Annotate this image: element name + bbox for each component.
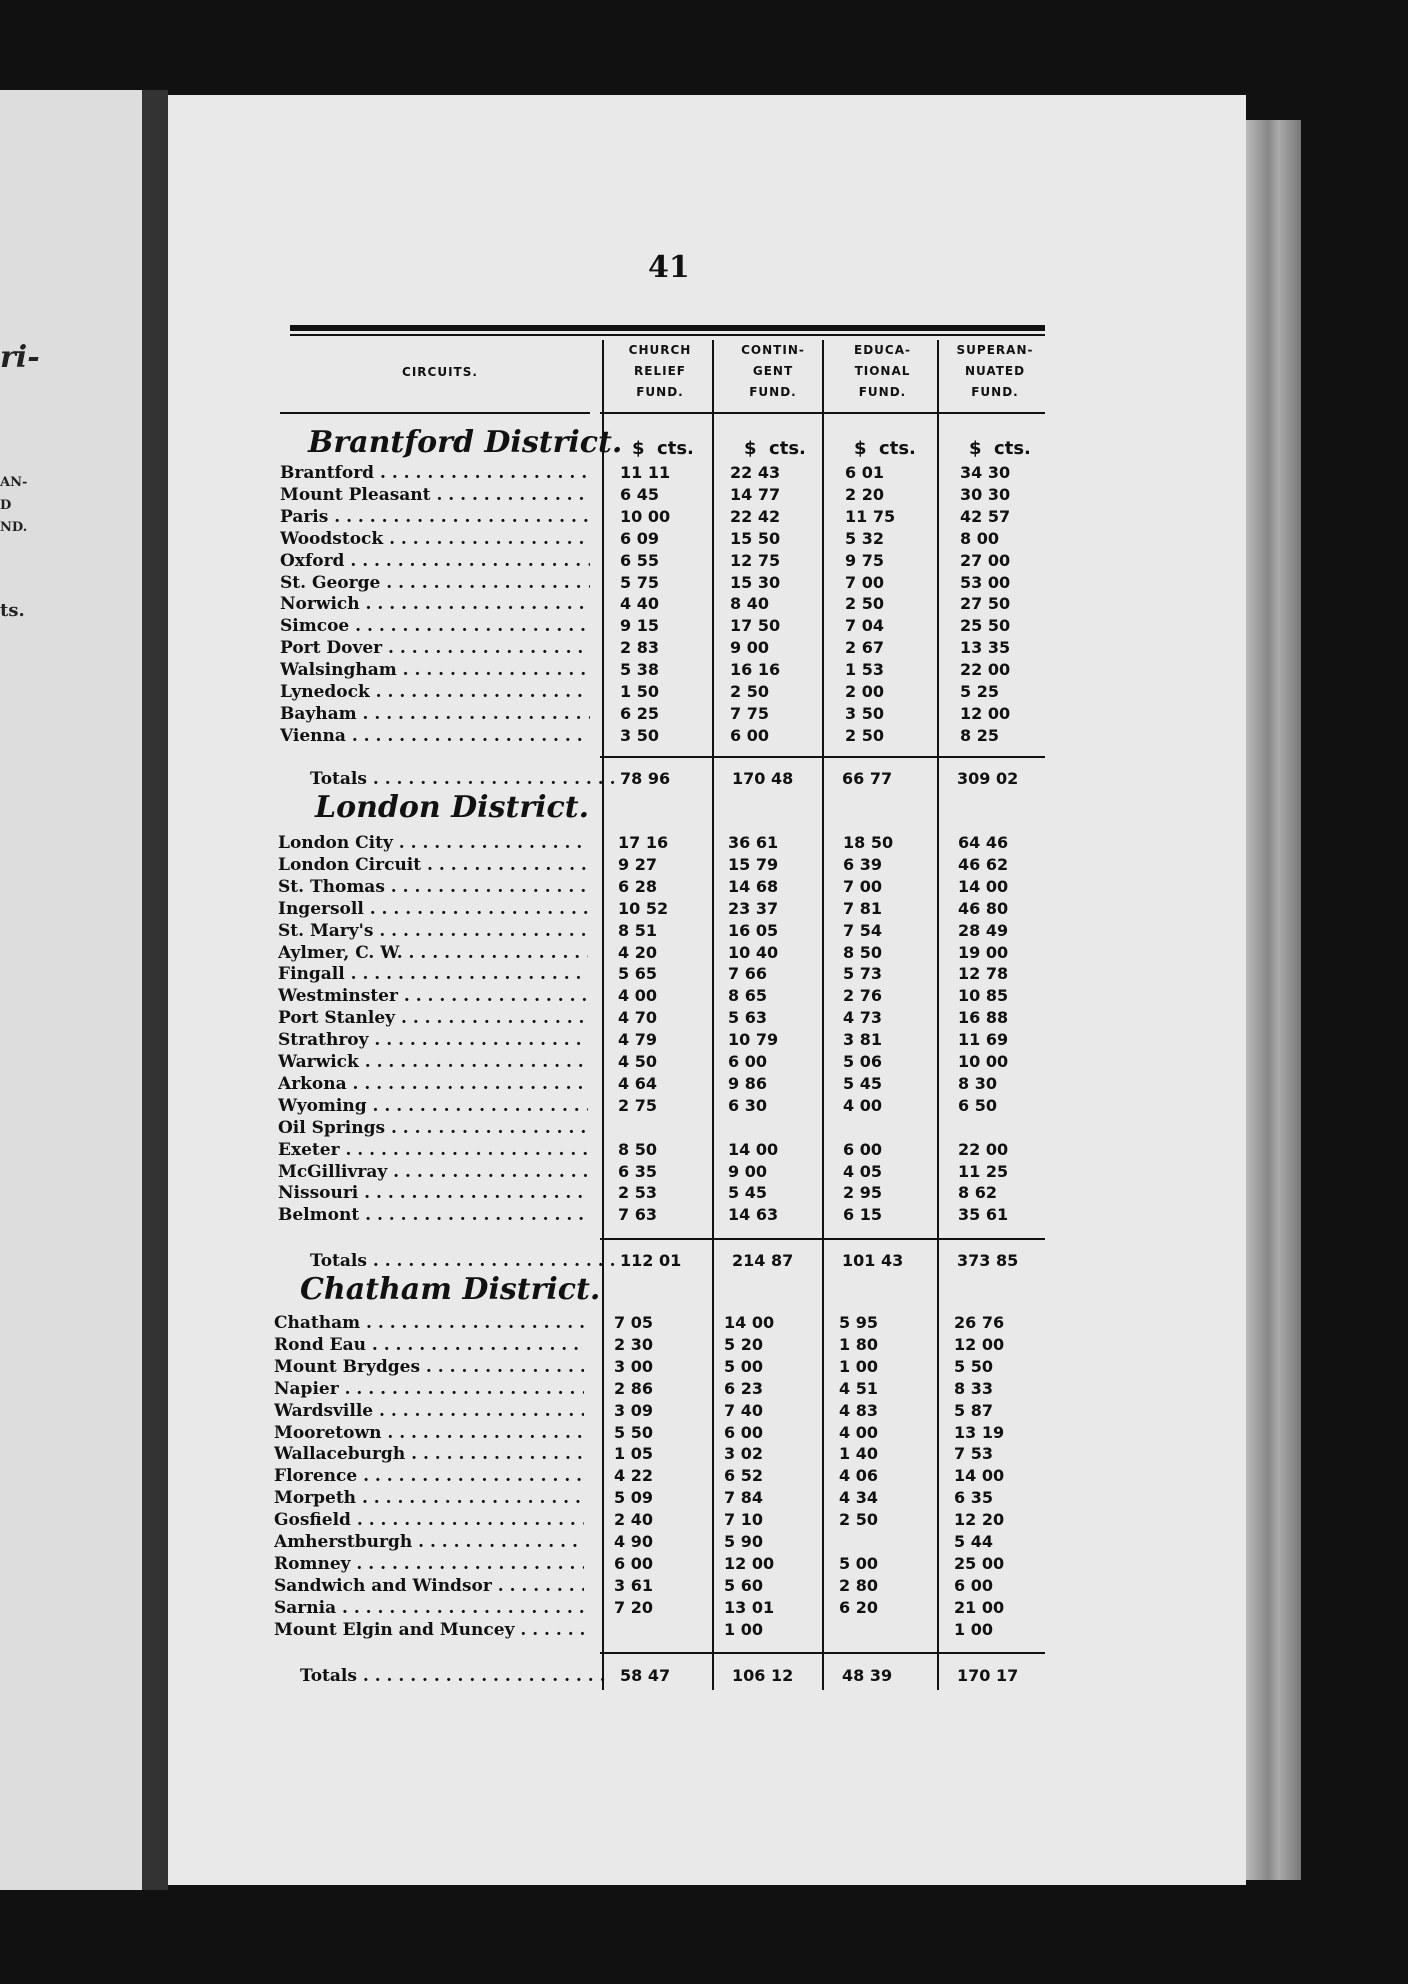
- totals-label: Totals . . .: [310, 1250, 620, 1272]
- fund-value: 14 00: [954, 1466, 1005, 1486]
- fund-value: 22 00: [958, 1139, 1009, 1159]
- fund-value: 2 50: [730, 682, 769, 701]
- fund-value: 25 50: [960, 616, 1011, 636]
- fund-value: 4 05: [843, 1161, 882, 1181]
- district-heading: London District.: [315, 790, 590, 825]
- circuit-name: Rond Eau . . .: [274, 1334, 584, 1356]
- fund-value: 14 00: [724, 1313, 775, 1332]
- circuit-name: Romney . . .: [274, 1553, 584, 1575]
- fund-value: 14 00: [728, 1139, 779, 1159]
- fund-value: 4 64: [618, 1073, 657, 1093]
- circuit-name: Amherstburgh . . .: [274, 1531, 584, 1553]
- fund-value: 34 30: [960, 463, 1011, 482]
- totals-value: 170 17: [957, 1666, 1019, 1685]
- unit-label: $ cts.: [744, 438, 806, 459]
- fund-value: 35 61: [958, 1205, 1009, 1225]
- totals-value: 106 12: [732, 1666, 794, 1685]
- totals-value: 101 43: [842, 1251, 904, 1270]
- fund-value: 7 40: [724, 1400, 763, 1420]
- fund-value: 8 40: [730, 594, 769, 614]
- fund-value: 2 53: [618, 1183, 657, 1203]
- totals-value: 373 85: [957, 1251, 1019, 1270]
- circuit-name: Mount Pleasant . . .: [280, 484, 590, 506]
- totals-label: Totals . . .: [300, 1665, 610, 1687]
- fund-value: 4 51: [839, 1378, 878, 1398]
- fund-value: 1 00: [839, 1356, 878, 1376]
- fund-value: 23 37: [728, 898, 779, 918]
- fund-value: 5 06: [843, 1052, 882, 1071]
- circuit-name: Port Dover . . .: [280, 637, 590, 659]
- fund-value: 1 00: [724, 1619, 763, 1639]
- totals-rule: [600, 1652, 1045, 1654]
- column-rule: [937, 340, 939, 1690]
- fund-value: 1 00: [954, 1619, 993, 1639]
- fund-value: 10 00: [620, 506, 671, 526]
- fund-value: 7 20: [614, 1597, 653, 1617]
- totals-value: 48 39: [842, 1666, 893, 1685]
- fund-value: 5 63: [728, 1008, 767, 1028]
- fund-value: 15 50: [730, 528, 781, 548]
- fund-value: 2 86: [614, 1378, 653, 1398]
- fund-value: 3 09: [614, 1400, 653, 1420]
- circuit-name: Nissouri . . .: [278, 1182, 588, 1204]
- fund-value: 25 00: [954, 1553, 1005, 1573]
- circuit-name: Oxford . . .: [280, 550, 590, 572]
- column-rule: [602, 340, 604, 1690]
- circuit-name: Strathroy . . .: [278, 1029, 588, 1051]
- circuit-name: Arkona . . .: [278, 1073, 588, 1095]
- fund-value: 8 30: [958, 1073, 997, 1093]
- fund-value: 3 02: [724, 1444, 763, 1464]
- header-educational: EDUCA- TIONAL FUND.: [854, 343, 911, 399]
- header-bottom-rule: [280, 412, 590, 414]
- header-rule: [290, 334, 1045, 336]
- fund-value: 10 52: [618, 898, 669, 918]
- district-heading: Brantford District.: [308, 425, 623, 460]
- left-page-text: ND.: [0, 520, 28, 535]
- fund-value: 6 00: [843, 1139, 882, 1159]
- circuit-name: Mount Elgin and Muncey . . .: [274, 1619, 584, 1641]
- fund-value: 5 38: [620, 660, 659, 680]
- circuit-name: Napier . . .: [274, 1378, 584, 1400]
- fund-value: 2 80: [839, 1575, 878, 1595]
- fund-value: 6 15: [843, 1205, 882, 1225]
- fund-value: 11 75: [845, 506, 896, 526]
- fund-value: 14 63: [728, 1205, 779, 1225]
- fund-value: 6 09: [620, 528, 659, 548]
- circuit-name: St. Thomas . . .: [278, 876, 588, 898]
- totals-value: 112 01: [620, 1251, 682, 1270]
- fund-value: 14 77: [730, 484, 781, 504]
- fund-value: 22 00: [960, 660, 1011, 680]
- fund-value: 5 90: [724, 1532, 763, 1551]
- left-page-text: ts.: [0, 600, 25, 621]
- circuit-name: Exeter . . .: [278, 1139, 588, 1161]
- fund-value: 2 30: [614, 1334, 653, 1354]
- fund-value: 46 80: [958, 898, 1009, 918]
- circuit-name: Woodstock . . .: [280, 528, 590, 550]
- totals-value: 66 77: [842, 769, 893, 788]
- unit-label: $ cts.: [632, 438, 694, 459]
- fund-value: 6 39: [843, 854, 882, 874]
- totals-value: 58 47: [620, 1666, 671, 1685]
- column-rule: [712, 340, 714, 1690]
- fund-value: 5 50: [614, 1422, 653, 1442]
- page-edge: [1246, 120, 1301, 1880]
- fund-value: 4 50: [618, 1052, 657, 1071]
- circuit-name: Sarnia . . .: [274, 1597, 584, 1619]
- fund-value: 9 15: [620, 616, 659, 636]
- fund-value: 6 00: [730, 725, 769, 745]
- fund-value: 5 45: [728, 1183, 767, 1203]
- totals-value: 214 87: [732, 1251, 794, 1270]
- fund-value: 5 75: [620, 572, 659, 592]
- fund-value: 10 40: [728, 942, 779, 962]
- fund-value: 2 75: [618, 1095, 657, 1115]
- fund-value: 4 00: [618, 986, 657, 1006]
- circuit-name: Morpeth . . .: [274, 1487, 584, 1509]
- fund-value: 5 09: [614, 1488, 653, 1508]
- fund-value: 9 00: [730, 638, 769, 658]
- fund-value: 4 06: [839, 1466, 878, 1486]
- circuit-name: McGillivray . . .: [278, 1161, 588, 1183]
- fund-value: 22 42: [730, 506, 781, 526]
- header-church-relief: CHURCH RELIEF FUND.: [628, 343, 692, 399]
- fund-value: 7 05: [614, 1313, 653, 1332]
- fund-value: 6 00: [954, 1575, 993, 1595]
- fund-value: 2 83: [620, 638, 659, 658]
- left-page-text: ri-: [0, 340, 40, 375]
- circuit-name: Westminster . . .: [278, 985, 588, 1007]
- unit-label: $ cts.: [854, 438, 916, 459]
- fund-value: 5 00: [724, 1356, 763, 1376]
- fund-value: 1 80: [839, 1334, 878, 1354]
- fund-value: 11 69: [958, 1030, 1009, 1050]
- fund-value: 3 50: [620, 725, 659, 745]
- circuit-name: London City . . .: [278, 832, 588, 854]
- fund-value: 6 25: [620, 703, 659, 723]
- fund-value: 6 50: [958, 1095, 997, 1115]
- fund-value: 6 23: [724, 1378, 763, 1398]
- header-rule: [290, 325, 1045, 331]
- fund-value: 6 30: [728, 1095, 767, 1115]
- fund-value: 6 52: [724, 1466, 763, 1486]
- fund-value: 42 57: [960, 506, 1011, 526]
- fund-value: 2 50: [845, 594, 884, 614]
- fund-value: 53 00: [960, 572, 1011, 592]
- circuit-name: Norwich . . .: [280, 593, 590, 615]
- circuit-name: Brantford . . .: [280, 462, 590, 484]
- fund-value: 7 53: [954, 1444, 993, 1464]
- fund-value: 1 53: [845, 660, 884, 680]
- fund-value: 5 95: [839, 1313, 878, 1332]
- fund-value: 12 00: [724, 1553, 775, 1573]
- circuit-name: Vienna . . .: [280, 725, 590, 747]
- fund-value: 11 11: [620, 463, 671, 482]
- fund-value: 5 73: [843, 964, 882, 984]
- fund-value: 6 00: [614, 1553, 653, 1573]
- circuit-name: Fingall . . .: [278, 963, 588, 985]
- fund-value: 21 00: [954, 1597, 1005, 1617]
- fund-value: 4 00: [839, 1422, 878, 1442]
- fund-value: 2 50: [845, 725, 884, 745]
- circuit-name: Lynedock . . .: [280, 681, 590, 703]
- fund-value: 22 43: [730, 463, 781, 482]
- totals-label: Totals . . .: [310, 768, 620, 790]
- fund-value: 14 68: [728, 876, 779, 896]
- fund-value: 6 20: [839, 1597, 878, 1617]
- fund-value: 8 62: [958, 1183, 997, 1203]
- totals-value: 78 96: [620, 769, 671, 788]
- fund-value: 27 00: [960, 550, 1011, 570]
- fund-value: 8 50: [843, 942, 882, 962]
- fund-value: 9 27: [618, 854, 657, 874]
- fund-value: 4 73: [843, 1008, 882, 1028]
- fund-value: 7 10: [724, 1510, 763, 1530]
- fund-value: 10 79: [728, 1030, 779, 1050]
- column-rule: [822, 340, 824, 1690]
- fund-value: 5 50: [954, 1356, 993, 1376]
- fund-value: 2 20: [845, 484, 884, 504]
- circuit-name: Mooretown . . .: [274, 1422, 584, 1444]
- fund-value: 26 76: [954, 1313, 1005, 1332]
- left-page-text: AN-: [0, 475, 28, 490]
- fund-value: 9 86: [728, 1073, 767, 1093]
- fund-value: 4 70: [618, 1008, 657, 1028]
- fund-value: 7 04: [845, 616, 884, 636]
- fund-value: 3 81: [843, 1030, 882, 1050]
- page-number: 41: [648, 250, 690, 285]
- header-superannuated: SUPERAN- NUATED FUND.: [956, 343, 1034, 399]
- fund-value: 2 67: [845, 638, 884, 658]
- fund-value: 7 66: [728, 964, 767, 984]
- fund-value: 7 75: [730, 703, 769, 723]
- fund-value: 10 00: [958, 1052, 1009, 1071]
- left-page-fragment: [0, 90, 150, 1890]
- fund-value: 4 83: [839, 1400, 878, 1420]
- fund-value: 3 50: [845, 703, 884, 723]
- fund-value: 5 00: [839, 1553, 878, 1573]
- fund-value: 7 00: [843, 876, 882, 896]
- fund-value: 5 25: [960, 682, 999, 701]
- fund-value: 5 32: [845, 528, 884, 548]
- circuit-name: Bayham . . .: [280, 703, 590, 725]
- unit-label: $ cts.: [969, 438, 1031, 459]
- left-page-text: D: [0, 498, 12, 513]
- fund-value: 64 46: [958, 833, 1009, 852]
- fund-value: 27 50: [960, 594, 1011, 614]
- fund-value: 16 16: [730, 660, 781, 680]
- circuit-name: Wyoming . . .: [278, 1095, 588, 1117]
- fund-value: 6 00: [724, 1422, 763, 1442]
- book-spine: [142, 90, 168, 1890]
- circuit-name: Florence . . .: [274, 1465, 584, 1487]
- fund-value: 28 49: [958, 920, 1009, 940]
- fund-value: 13 01: [724, 1597, 775, 1617]
- fund-value: 3 61: [614, 1575, 653, 1595]
- fund-value: 11 25: [958, 1161, 1009, 1181]
- fund-value: 6 28: [618, 876, 657, 896]
- circuit-name: Chatham . . .: [274, 1312, 584, 1334]
- fund-value: 8 51: [618, 920, 657, 940]
- fund-value: 13 35: [960, 638, 1011, 658]
- fund-value: 14 00: [958, 876, 1009, 896]
- circuit-name: St. Mary's . . .: [278, 920, 588, 942]
- fund-value: 17 50: [730, 616, 781, 636]
- fund-value: 15 30: [730, 572, 781, 592]
- circuit-name: Wardsville . . .: [274, 1400, 584, 1422]
- fund-value: 5 87: [954, 1400, 993, 1420]
- fund-value: 9 75: [845, 550, 884, 570]
- fund-value: 36 61: [728, 833, 779, 852]
- fund-value: 8 00: [960, 528, 999, 548]
- circuit-name: Oil Springs . . .: [278, 1117, 588, 1139]
- circuit-name: Paris . . .: [280, 506, 590, 528]
- fund-value: 1 05: [614, 1444, 653, 1464]
- circuit-name: Sandwich and Windsor . . .: [274, 1575, 584, 1597]
- fund-value: 16 88: [958, 1008, 1009, 1028]
- fund-value: 4 00: [843, 1095, 882, 1115]
- fund-value: 8 25: [960, 725, 999, 745]
- fund-value: 5 65: [618, 964, 657, 984]
- circuit-name: Ingersoll . . .: [278, 898, 588, 920]
- fund-value: 8 33: [954, 1378, 993, 1398]
- fund-value: 12 75: [730, 550, 781, 570]
- circuit-name: Gosfield . . .: [274, 1509, 584, 1531]
- header-contingent: CONTIN- GENT FUND.: [741, 343, 805, 399]
- fund-value: 3 00: [614, 1356, 653, 1376]
- fund-value: 8 50: [618, 1139, 657, 1159]
- header-circuits: CIRCUITS.: [402, 365, 478, 379]
- fund-value: 2 50: [839, 1510, 878, 1530]
- fund-value: 12 78: [958, 964, 1009, 984]
- fund-value: 10 85: [958, 986, 1009, 1006]
- fund-value: 4 79: [618, 1030, 657, 1050]
- totals-value: 309 02: [957, 769, 1019, 788]
- totals-rule: [600, 1238, 1045, 1240]
- fund-value: 6 35: [954, 1488, 993, 1508]
- fund-value: 2 76: [843, 986, 882, 1006]
- fund-value: 8 65: [728, 986, 767, 1006]
- circuit-name: London Circuit . . .: [278, 854, 588, 876]
- fund-value: 4 40: [620, 594, 659, 614]
- fund-value: 5 45: [843, 1073, 882, 1093]
- fund-value: 12 20: [954, 1510, 1005, 1530]
- circuit-name: Mount Brydges . . .: [274, 1356, 584, 1378]
- fund-value: 2 40: [614, 1510, 653, 1530]
- fund-value: 30 30: [960, 484, 1011, 504]
- fund-value: 6 35: [618, 1161, 657, 1181]
- fund-value: 12 00: [954, 1334, 1005, 1354]
- circuit-name: Port Stanley . . .: [278, 1007, 588, 1029]
- fund-value: 6 00: [728, 1052, 767, 1071]
- fund-value: 6 45: [620, 484, 659, 504]
- fund-value: 46 62: [958, 854, 1009, 874]
- fund-value: 5 20: [724, 1334, 763, 1354]
- fund-value: 4 34: [839, 1488, 878, 1508]
- circuit-name: Simcoe . . .: [280, 615, 590, 637]
- circuit-name: Walsingham . . .: [280, 659, 590, 681]
- fund-value: 4 20: [618, 942, 657, 962]
- fund-value: 1 40: [839, 1444, 878, 1464]
- fund-value: 16 05: [728, 920, 779, 940]
- fund-value: 19 00: [958, 942, 1009, 962]
- district-heading: Chatham District.: [300, 1272, 601, 1307]
- fund-value: 5 60: [724, 1575, 763, 1595]
- fund-value: 7 54: [843, 920, 882, 940]
- totals-rule: [600, 756, 1045, 758]
- fund-value: 9 00: [728, 1161, 767, 1181]
- fund-value: 7 63: [618, 1205, 657, 1225]
- fund-value: 4 22: [614, 1466, 653, 1486]
- circuit-name: Wallaceburgh . . .: [274, 1443, 584, 1465]
- fund-value: 15 79: [728, 854, 779, 874]
- fund-value: 6 01: [845, 463, 884, 482]
- fund-value: 7 00: [845, 572, 884, 592]
- circuit-name: Belmont . . .: [278, 1204, 588, 1226]
- fund-value: 17 16: [618, 833, 669, 852]
- fund-value: 7 81: [843, 898, 882, 918]
- circuit-name: Warwick . . .: [278, 1051, 588, 1073]
- fund-value: 7 84: [724, 1488, 763, 1508]
- fund-value: 2 00: [845, 682, 884, 701]
- fund-value: 1 50: [620, 682, 659, 701]
- totals-value: 170 48: [732, 769, 794, 788]
- circuit-name: St. George . . .: [280, 572, 590, 594]
- fund-value: 4 90: [614, 1532, 653, 1551]
- fund-value: 5 44: [954, 1532, 993, 1551]
- fund-value: 2 95: [843, 1183, 882, 1203]
- fund-value: 13 19: [954, 1422, 1005, 1442]
- fund-value: 12 00: [960, 703, 1011, 723]
- fund-value: 6 55: [620, 550, 659, 570]
- circuit-name: Aylmer, C. W. . . .: [278, 942, 588, 964]
- fund-value: 18 50: [843, 833, 894, 852]
